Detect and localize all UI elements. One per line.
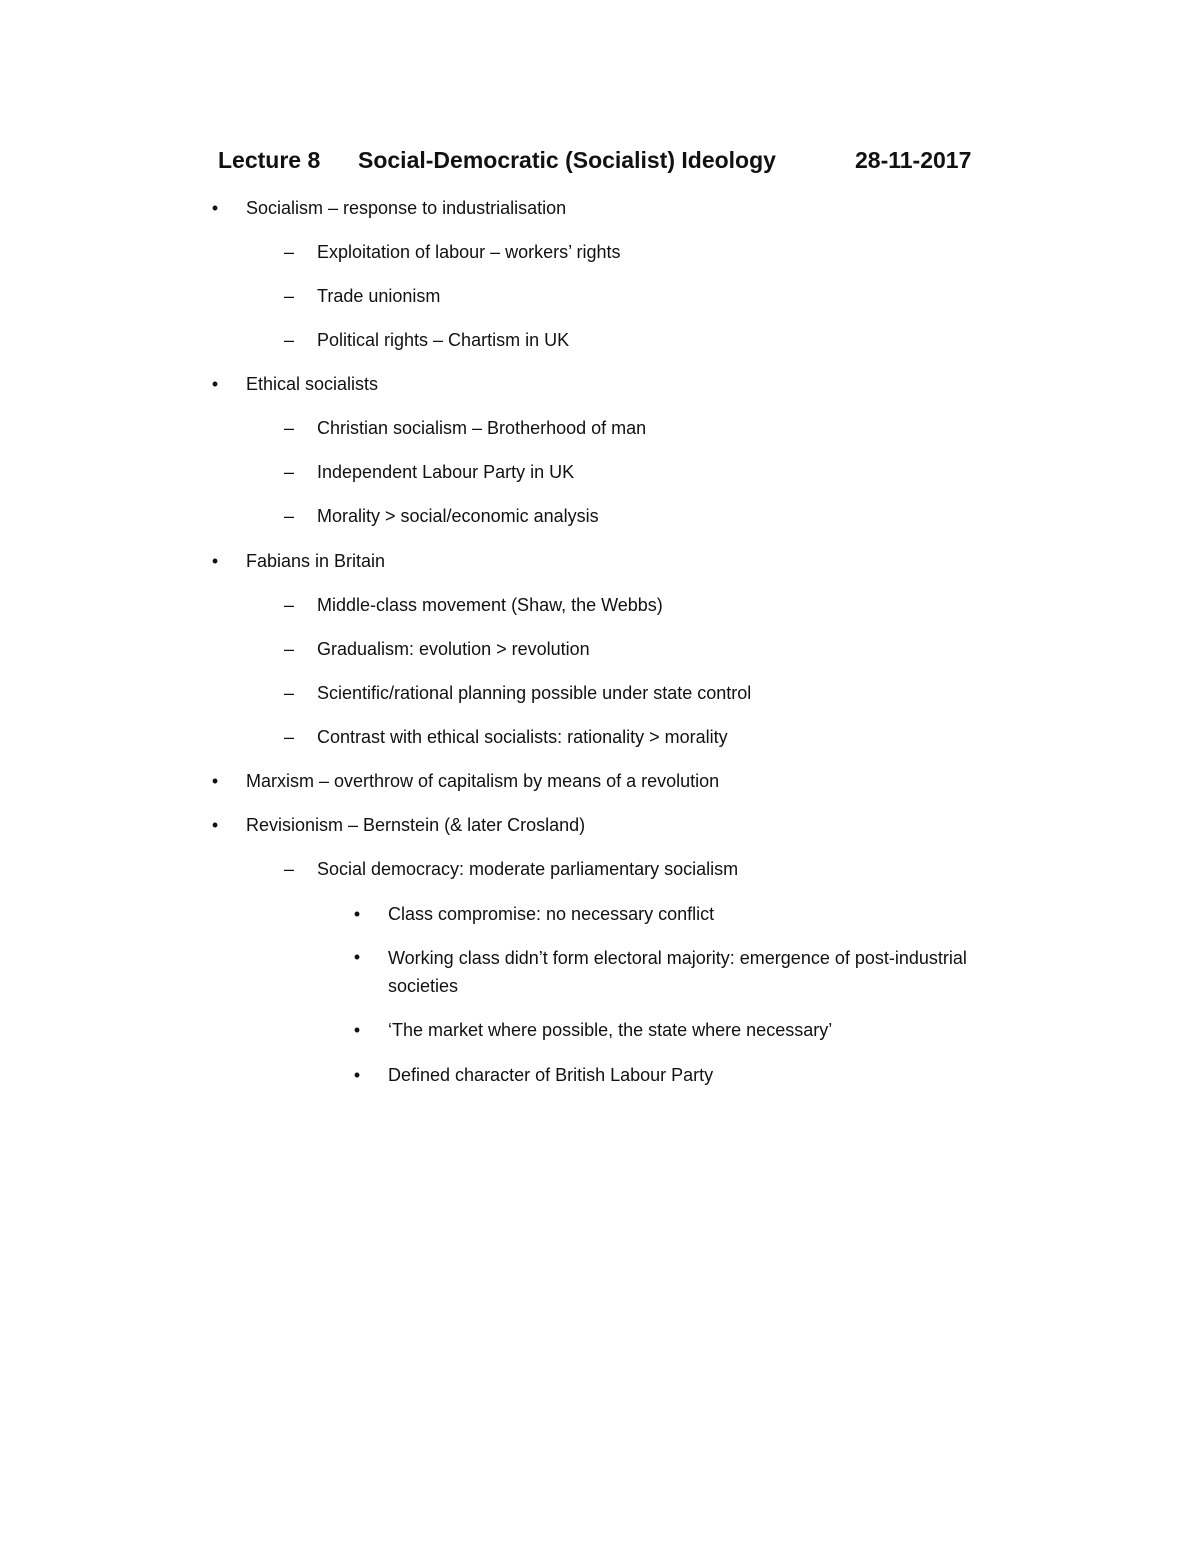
dash-marker: – xyxy=(283,727,294,747)
dash-marker: – xyxy=(283,462,294,482)
bullet-marker: • xyxy=(353,947,361,967)
lecture-topic: Social-Democratic (Socialist) Ideology xyxy=(358,147,776,173)
list-item-text: Middle-class movement (Shaw, the Webbs) xyxy=(317,595,663,615)
dash-marker: – xyxy=(283,418,294,438)
bullet-marker: • xyxy=(211,771,219,791)
list-item-text: Defined character of British Labour Party xyxy=(388,1065,714,1085)
list-item-text: Political rights – Chartism in UK xyxy=(317,330,570,350)
list-item-text: Marxism – overthrow of capitalism by means of a revolution xyxy=(246,771,720,791)
lecture-number: Lecture 8 xyxy=(218,147,321,173)
list-item-text: Socialism – response to industrialisation xyxy=(246,198,567,218)
bullet-marker: • xyxy=(211,198,219,218)
list-item-text: Scientific/rational planning possible under state control xyxy=(317,683,752,703)
document-title xyxy=(218,143,988,177)
list-item-text: ‘The market where possible, the state where necessary’ xyxy=(388,1020,833,1040)
bullet-marker: • xyxy=(353,904,361,924)
list-item-text: Working class didn’t form electoral majority: emergence of post-industrial societies xyxy=(388,948,967,996)
lecture-date: 28-11-2017 xyxy=(855,147,972,173)
dash-marker: – xyxy=(283,286,294,306)
list-item-text: Trade unionism xyxy=(317,286,441,306)
bullet-marker: • xyxy=(211,551,219,571)
bullet-marker: • xyxy=(211,815,219,835)
bullet-marker: • xyxy=(353,1020,361,1040)
dash-marker: – xyxy=(283,506,294,526)
dash-marker: – xyxy=(283,859,294,879)
bullet-marker: • xyxy=(353,1065,361,1085)
dash-marker: – xyxy=(283,639,294,659)
list-item-text: Christian socialism – Brotherhood of man xyxy=(317,418,647,438)
list-item-text: Social democracy: moderate parliamentary socialism xyxy=(317,859,739,879)
list-item-text: Fabians in Britain xyxy=(246,551,386,571)
list-item-text: Contrast with ethical socialists: rationality > morality xyxy=(317,727,728,747)
bullet-marker: • xyxy=(211,374,219,394)
dash-marker: – xyxy=(283,242,294,262)
dash-marker: – xyxy=(283,683,294,703)
list-item-text: Morality > social/economic analysis xyxy=(317,506,599,526)
list-item-text: Class compromise: no necessary conflict xyxy=(388,904,715,924)
list-item-text: Revisionism – Bernstein (& later Crosland) xyxy=(246,815,586,835)
list-item-text: Exploitation of labour – workers’ rights xyxy=(317,242,621,262)
dash-marker: – xyxy=(283,595,294,615)
dash-marker: – xyxy=(283,330,294,350)
list-item-text: Gradualism: evolution > revolution xyxy=(317,639,590,659)
list-item-text: Independent Labour Party in UK xyxy=(317,462,575,482)
list-item-text: Ethical socialists xyxy=(246,374,379,394)
